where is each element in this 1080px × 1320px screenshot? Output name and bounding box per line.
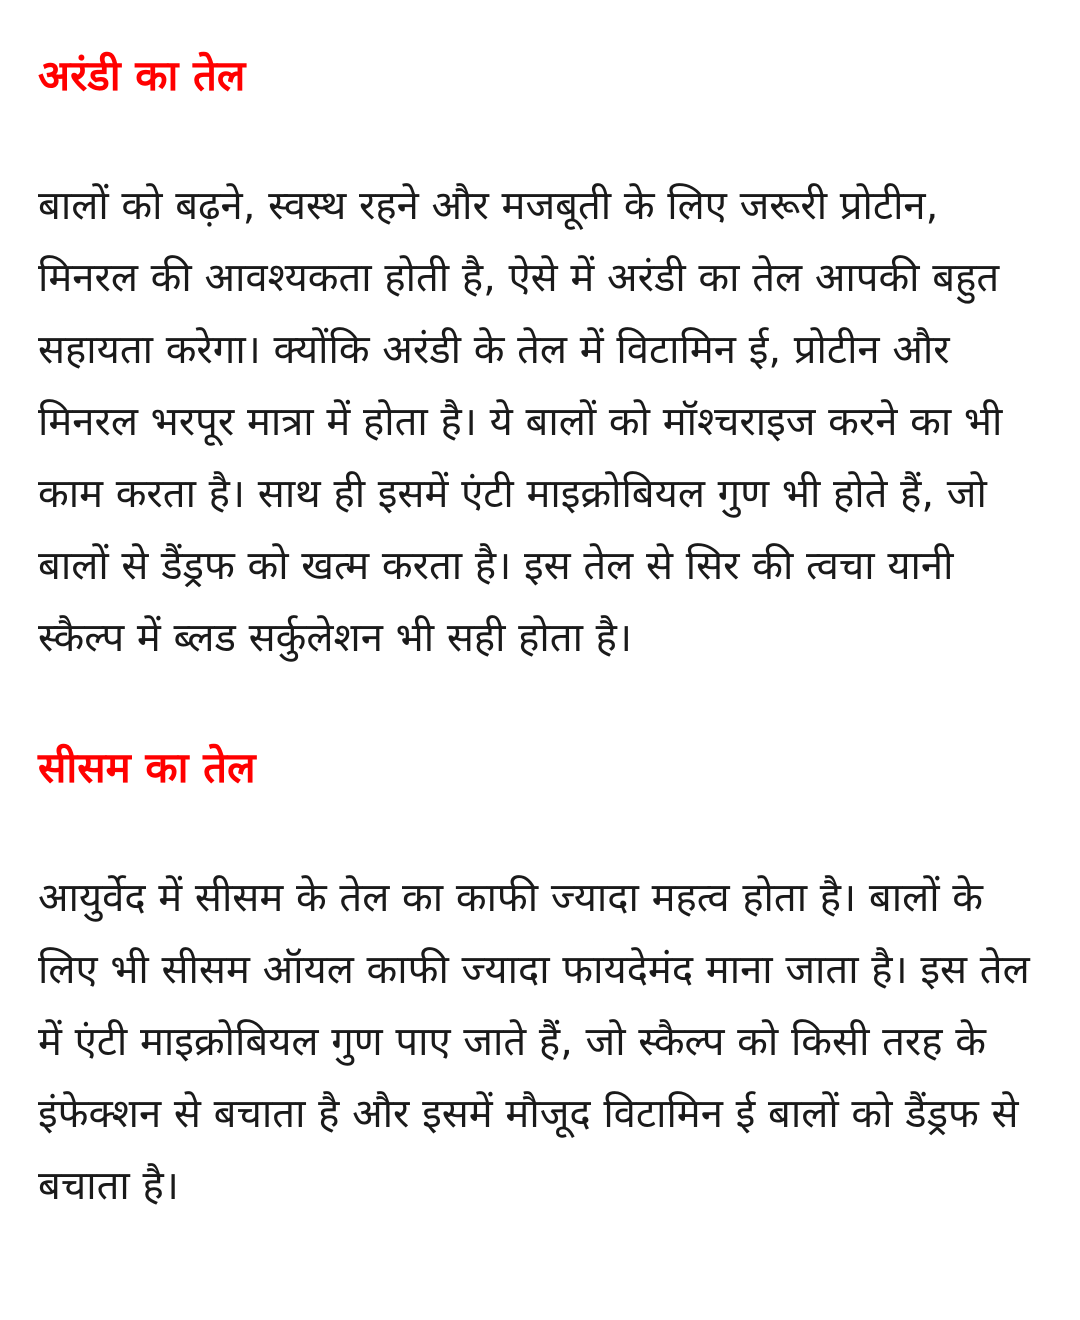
- section-heading-sesame-oil: सीसम का तेल: [38, 743, 256, 792]
- section-heading-castor-oil: अरंडी का तेल: [38, 51, 246, 100]
- section-paragraph-castor-oil: बालों को बढ़ने, स्वस्थ रहने और मजबूती के लिए जरूरी प्रोटीन, मिनरल की आवश्यकता होती है, ऐसे में अरंडी का तेल आपकी बहुत सहायता करेगा। क्योंकि अरंडी के तेल में विटामिन ई, प्रोटीन और मिनरल भरपूर मात्रा में होता है। ये बालों को मॉश्चराइज करने का भी काम करता है। साथ ही इसमें एंटी माइक्रोबियल गुण भी होते हैं, जो बालों से डैंड्रफ को खत्म करता है। इस तेल से सिर की त्वचा यानी स्कैल्प में ब्लड सर्कुलेशन भी सही होता है।: [38, 183, 1003, 661]
- section-paragraph-sesame-oil: आयुर्वेद में सीसम के तेल का काफी ज्यादा महत्व होता है। बालों के लिए भी सीसम ऑयल काफी ज्यादा फायदेमंद माना जाता है। इस तेल में एंटी माइक्रोबियल गुण पाए जाते हैं, जो स्कैल्प को किसी तरह के इंफेक्शन से बचाता है और इसमें मौजूद विटामिन ई बालों को डैंड्रफ से बचाता है।: [38, 875, 1030, 1209]
- article-content: [38, 40, 1048, 1222]
